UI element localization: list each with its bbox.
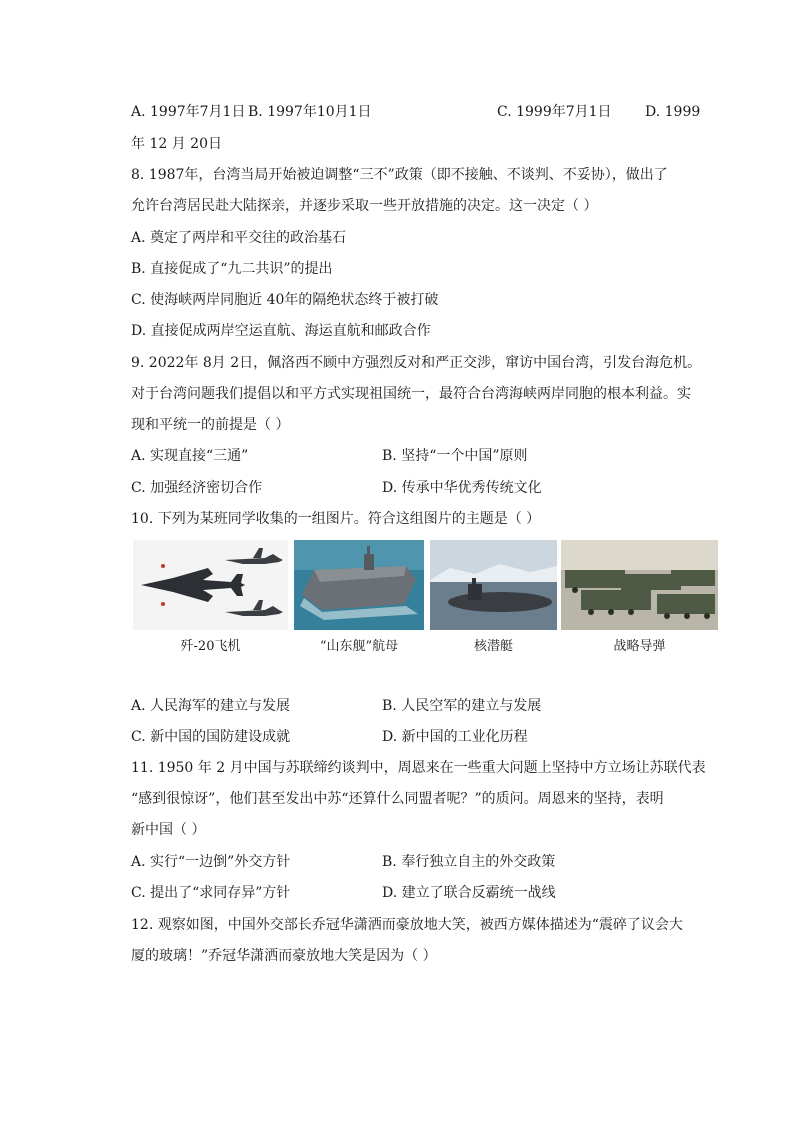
q8-option-d: D. 直接促成两岸空运直航、海运直航和邮政合作 xyxy=(131,323,431,339)
q8-stem-line1: 8. 1987年，台湾当局开始被迫调整“三不”政策（即不接触、不谈判、不妥协），做出了 xyxy=(131,167,668,183)
q8-stem-line2: 允许台湾居民赴大陆探亲，并逐步采取一些开放措施的决定。这一决定（ ） xyxy=(131,198,598,214)
q11-option-c: C. 提出了“求同存异”方针 xyxy=(131,885,291,901)
j20-aircraft-image xyxy=(133,540,288,630)
q9-option-c: C. 加强经济密切合作 xyxy=(131,480,263,496)
q9-stem-line3: 现和平统一的前提是（ ） xyxy=(131,417,290,433)
q9-stem-line1: 9. 2022年 8月 2日，佩洛西不顾中方强烈反对和严正交涉，窜访中国台湾，引发台海危机。 xyxy=(131,355,702,371)
q10-option-d: D. 新中国的工业化历程 xyxy=(382,729,528,745)
q11-stem-line1: 11. 1950 年 2 月中国与苏联缔约谈判中，周恩来在一些重大问题上坚持中方立场让苏联代表 xyxy=(131,760,706,776)
q7-option-d: D. 1999 xyxy=(645,104,701,120)
q10-stem: 10. 下列为某班同学收集的一组图片。符合这组图片的主题是（ ） xyxy=(131,511,541,527)
caption-missile: 战略导弹 xyxy=(613,639,666,654)
q8-option-a: A. 奠定了两岸和平交往的政治基石 xyxy=(131,230,347,246)
q10-option-c: C. 新中国的国防建设成就 xyxy=(131,729,291,745)
q7-option-b: B. 1997年10月1日 xyxy=(248,104,372,120)
caption-submarine: 核潜艇 xyxy=(473,639,513,654)
q12-stem-line1: 12. 观察如图，中国外交部长乔冠华潇洒而豪放地大笑，被西方媒体描述为“震碎了议会大 xyxy=(131,917,683,933)
q11-stem-line2: “感到很惊讶”，他们甚至发出中苏“还算什么同盟者呢？”的质问。周恩来的坚持，表明 xyxy=(131,791,664,807)
q9-stem-line2: 对于台湾问题我们提倡以和平方式实现祖国统一，最符合台湾海峡两岸同胞的根本利益。实 xyxy=(131,386,691,402)
q11-option-d: D. 建立了联合反霸统一战线 xyxy=(382,885,556,901)
q9-option-d: D. 传承中华优秀传统文化 xyxy=(382,480,542,496)
q7-option-a: A. 1997年7月1日 xyxy=(131,104,246,120)
shandong-carrier-image xyxy=(294,540,424,630)
strategic-missile-image xyxy=(561,540,718,630)
q8-option-b: B. 直接促成了“九二共识”的提出 xyxy=(131,261,333,277)
q9-option-b: B. 坚持“一个中国”原则 xyxy=(382,448,528,464)
q8-option-c: C. 使海峡两岸同胞近 40年的隔绝状态终于被打破 xyxy=(131,292,439,308)
caption-carrier: “山东舰”航母 xyxy=(319,639,399,654)
q12-stem-line2: 厦的玻璃！”乔冠华潇洒而豪放地大笑是因为（ ） xyxy=(131,948,437,964)
q10-option-a: A. 人民海军的建立与发展 xyxy=(131,698,291,714)
q11-stem-line3: 新中国（ ） xyxy=(131,822,206,838)
nuclear-submarine-image xyxy=(430,540,557,630)
q7-option-d-continued: 年 12 月 20日 xyxy=(131,136,222,152)
q9-option-a: A. 实现直接“三通” xyxy=(131,448,249,464)
q7-option-c: C. 1999年7月1日 xyxy=(497,104,612,120)
caption-j20: 歼-20飞机 xyxy=(180,639,241,654)
q10-option-b: B. 人民空军的建立与发展 xyxy=(382,698,542,714)
q11-option-b: B. 奉行独立自主的外交政策 xyxy=(382,854,556,870)
q11-option-a: A. 实行“一边倒”外交方针 xyxy=(131,854,291,870)
